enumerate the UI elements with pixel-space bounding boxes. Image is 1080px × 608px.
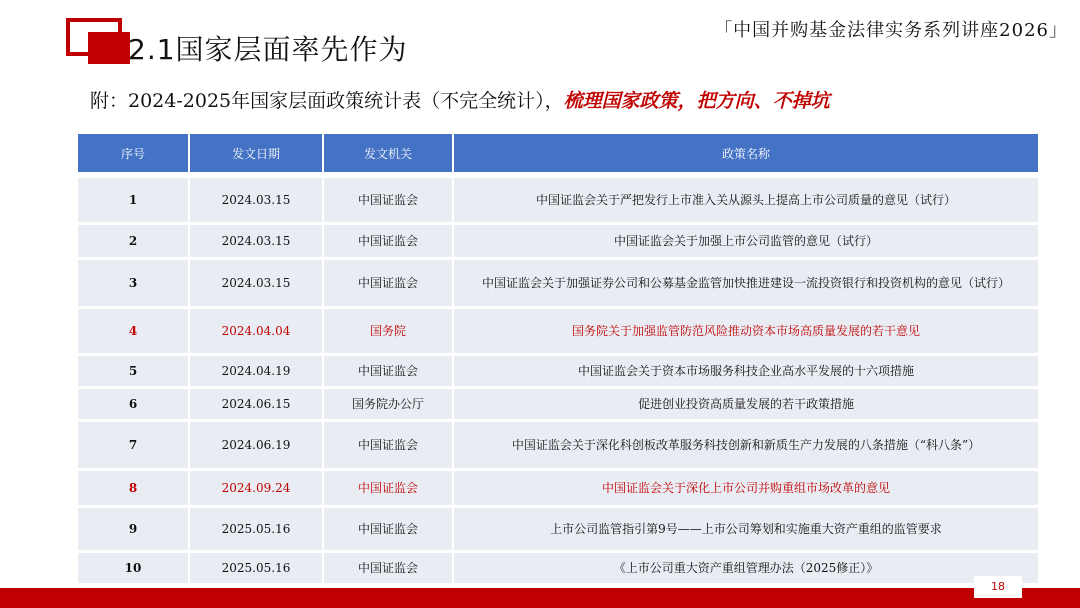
table-row-highlighted — [78, 471, 1038, 505]
cell-date: 2025.05.16 — [190, 553, 324, 583]
cell-name: 中国证监会关于深化科创板改革服务科技创新和新质生产力发展的八条措施（“科八条”） — [454, 422, 1038, 468]
cell-org: 中国证监会 — [324, 178, 454, 222]
cell-name: 国务院关于加强监管防范风险推动资本市场高质量发展的若干意见 — [454, 309, 1038, 353]
header-date: 发文日期 — [190, 134, 324, 172]
cell-date: 2024.03.15 — [190, 225, 324, 257]
header-name: 政策名称 — [454, 134, 1038, 172]
cell-date: 2024.04.19 — [190, 356, 324, 386]
cell-name: 上市公司监管指引第9号——上市公司筹划和实施重大资产重组的监管要求 — [454, 508, 1038, 550]
cell-date: 2024.04.04 — [190, 309, 324, 353]
cell-date: 2024.03.15 — [190, 260, 324, 306]
cell-org: 中国证监会 — [324, 471, 454, 505]
cell-no: 6 — [78, 389, 190, 419]
cell-no: 3 — [78, 260, 190, 306]
footer-bar — [0, 588, 1080, 608]
cell-no: 2 — [78, 225, 190, 257]
cell-no: 8 — [78, 471, 190, 505]
cell-no: 7 — [78, 422, 190, 468]
cell-name: 中国证监会关于加强证券公司和公募基金监管加快推进建设一流投资银行和投资机构的意见（试行） — [454, 260, 1038, 306]
header-no: 序号 — [78, 134, 190, 172]
logo-fill — [88, 32, 130, 64]
cell-date: 2024.06.15 — [190, 389, 324, 419]
cell-org: 中国证监会 — [324, 508, 454, 550]
table-row — [78, 553, 1038, 583]
header-org: 发文机关 — [324, 134, 454, 172]
series-title: 「中国并购基金法律实务系列讲座2026」 — [714, 20, 1068, 41]
section-title: 2.1国家层面率先作为 — [128, 33, 408, 66]
page-number: 18 — [974, 576, 1022, 598]
table-row — [78, 389, 1038, 419]
table-row-highlighted — [78, 309, 1038, 353]
cell-name: 中国证监会关于深化上市公司并购重组市场改革的意见 — [454, 471, 1038, 505]
table-row — [78, 178, 1038, 222]
logo-mark — [66, 18, 130, 64]
cell-org: 中国证监会 — [324, 225, 454, 257]
cell-date: 2025.05.16 — [190, 508, 324, 550]
table-row — [78, 260, 1038, 306]
cell-no: 9 — [78, 508, 190, 550]
cell-no: 10 — [78, 553, 190, 583]
cell-org: 中国证监会 — [324, 356, 454, 386]
cell-no: 5 — [78, 356, 190, 386]
cell-org: 中国证监会 — [324, 422, 454, 468]
cell-name: 中国证监会关于资本市场服务科技企业高水平发展的十六项措施 — [454, 356, 1038, 386]
policy-table — [78, 131, 1038, 586]
cell-no: 4 — [78, 309, 190, 353]
subtitle-highlight: 梳理国家政策，把方向、不掉坑 — [563, 90, 830, 112]
subtitle — [90, 86, 830, 113]
cell-date: 2024.09.24 — [190, 471, 324, 505]
cell-name: 《上市公司重大资产重组管理办法（2025修正）》 — [454, 553, 1038, 583]
cell-date: 2024.03.15 — [190, 178, 324, 222]
table-row — [78, 422, 1038, 468]
subtitle-prefix: 附：2024-2025年国家层面政策统计表（不完全统计）， — [90, 90, 564, 112]
cell-org: 中国证监会 — [324, 260, 454, 306]
cell-org: 国务院办公厅 — [324, 389, 454, 419]
cell-date: 2024.06.19 — [190, 422, 324, 468]
cell-no: 1 — [78, 178, 190, 222]
cell-name: 中国证监会关于加强上市公司监管的意见（试行） — [454, 225, 1038, 257]
cell-org: 中国证监会 — [324, 553, 454, 583]
table-header-row — [78, 134, 1038, 172]
table-row — [78, 508, 1038, 550]
cell-org: 国务院 — [324, 309, 454, 353]
cell-name: 中国证监会关于严把发行上市准入关从源头上提高上市公司质量的意见（试行） — [454, 178, 1038, 222]
table-row — [78, 225, 1038, 257]
table-row — [78, 356, 1038, 386]
cell-name: 促进创业投资高质量发展的若干政策措施 — [454, 389, 1038, 419]
